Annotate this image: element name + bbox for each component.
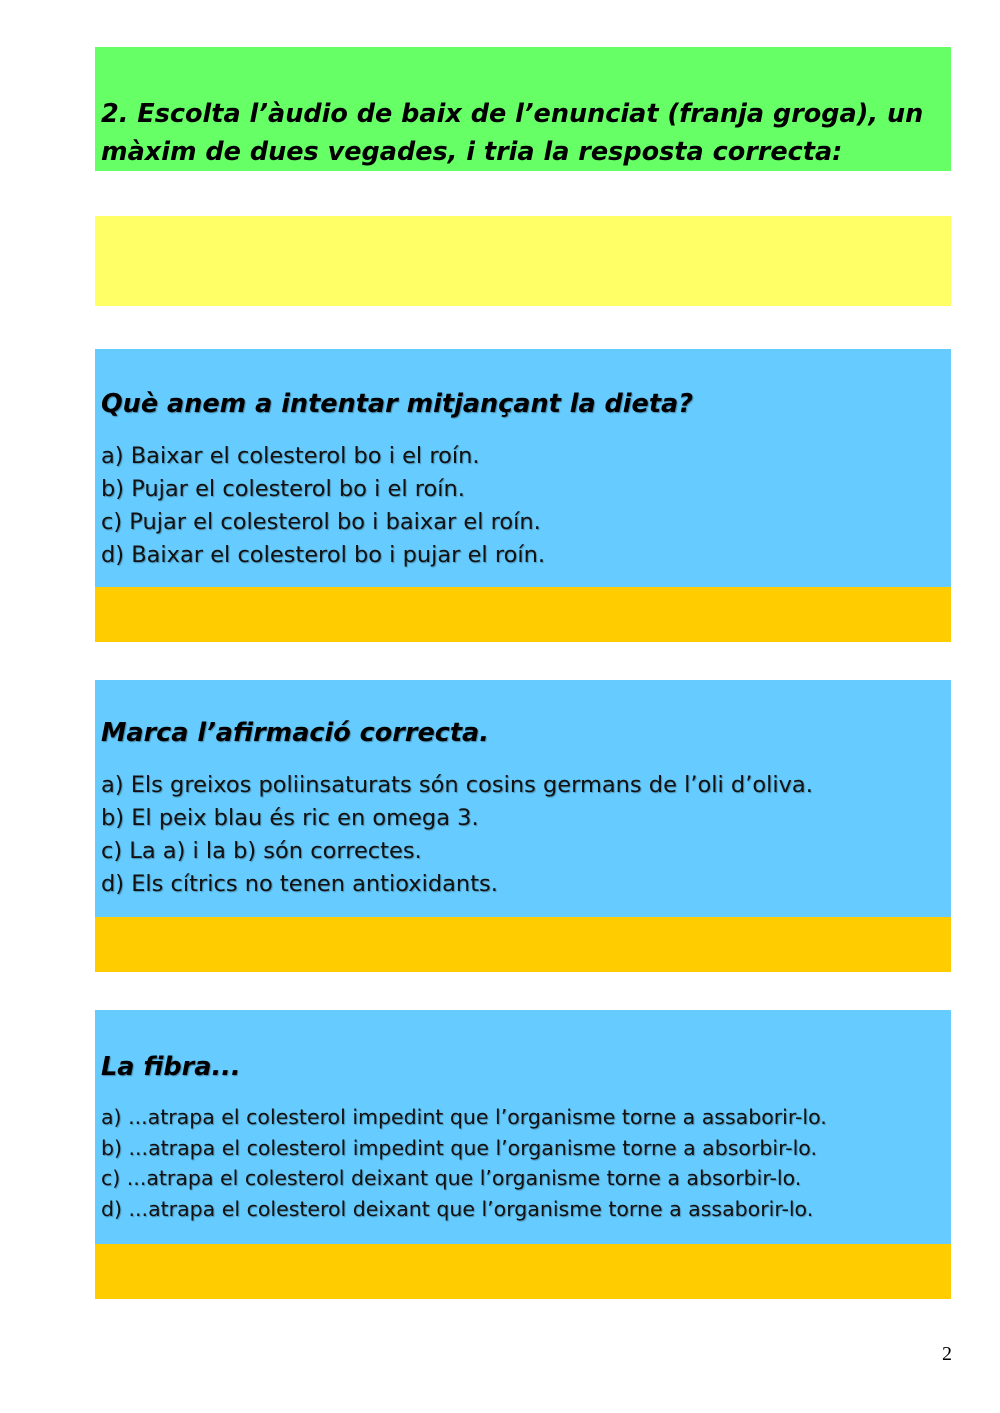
option-a: a) ...atrapa el colesterol impedint que l’organisme torne a assaborir-lo. (101, 1105, 827, 1129)
question-1 (95, 349, 951, 587)
instruction-banner (95, 47, 951, 171)
question-1-title: Què anem a intentar mitjançant la dieta? (101, 389, 694, 419)
option-c: c) Pujar el colesterol bo i baixar el roín. (101, 509, 541, 535)
question-2-title: Marca l’afirmació correcta. (101, 718, 489, 748)
question-3-options (101, 1102, 951, 1224)
question-3-title: La fibra... (101, 1052, 241, 1082)
option-d: d) Baixar el colesterol bo i pujar el roín. (101, 542, 546, 568)
question-2-options (101, 769, 951, 901)
question-1-options (101, 440, 951, 572)
option-a: a) Els greixos poliinsaturats són cosins germans de l’oli d’oliva. (101, 772, 813, 798)
page-number: 2 (942, 1343, 952, 1365)
question-1-answer-dropzone[interactable] (95, 587, 951, 642)
option-d: d) ...atrapa el colesterol deixant que l’organisme torne a assaborir-lo. (101, 1196, 814, 1221)
question-3 (95, 1010, 951, 1244)
option-a: a) Baixar el colesterol bo i el roín. (101, 443, 480, 469)
instruction-text: 2. Escolta l’àudio de baix de l’enunciat (franja groga), un màxim de dues vegades, i tria la resposta correcta: (101, 99, 924, 167)
option-b: b) El peix blau és ric en omega 3. (101, 805, 479, 831)
option-c: c) La a) i la b) són correctes. (101, 838, 422, 864)
option-d: d) Els cítrics no tenen antioxidants. (101, 871, 498, 897)
question-2 (95, 680, 951, 917)
option-b: b) ...atrapa el colesterol impedint que l’organisme torne a absorbir-lo. (101, 1135, 817, 1160)
audio-player-strip[interactable] (95, 216, 951, 306)
question-2-answer-dropzone[interactable] (95, 917, 951, 972)
option-c: c) ...atrapa el colesterol deixant que l’organisme torne a absorbir-lo. (101, 1166, 802, 1190)
question-3-answer-dropzone[interactable] (95, 1244, 951, 1299)
option-b: b) Pujar el colesterol bo i el roín. (101, 476, 465, 502)
